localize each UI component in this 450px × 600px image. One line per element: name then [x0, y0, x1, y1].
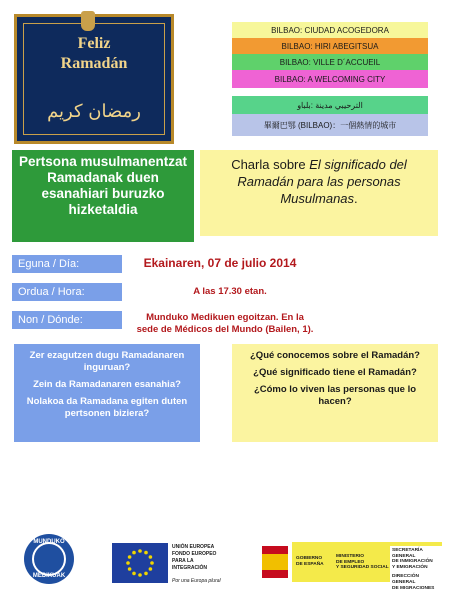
- government-text: [296, 556, 324, 567]
- spain-coat-of-arms: [262, 546, 288, 578]
- place-value-line1: Munduko Medikuen egoitzan. En la: [146, 312, 304, 323]
- secretariat-line: SECRETARÍA GENERAL: [392, 548, 423, 559]
- spanish-government-logo: [292, 542, 442, 591]
- city-label: BILBAO: VILLE D´ACCUEIL: [232, 54, 428, 70]
- spanish-title-box: [200, 150, 438, 236]
- city-label: BILBAO: A WELCOMING CITY: [232, 70, 428, 88]
- city-label: الترحيبي مدينة :بلباو: [232, 96, 428, 114]
- secretariat-line: Y EMIGRACIÓN: [392, 564, 428, 570]
- eu-line: FONDO EUROPEO: [172, 551, 217, 557]
- eu-stars-icon: [112, 543, 168, 583]
- place-value-line2: sede de Médicos del Mundo (Bailen, 1).: [136, 324, 314, 335]
- spanish-question: ¿Cómo lo viven las personas que lo hacen?: [253, 384, 417, 407]
- city-label: BILBAO: CIUDAD ACOGEDORA: [232, 22, 428, 38]
- basque-questions-box: [14, 344, 200, 442]
- eu-line: UNIÓN EUROPEA: [172, 544, 215, 550]
- card-arabic-greeting: رمضان كريم: [47, 101, 141, 122]
- eu-fund-text: [172, 544, 252, 585]
- city-label: BILBAO: HIRI ABEGITSUA: [232, 38, 428, 54]
- spanish-questions-box: [232, 344, 438, 442]
- date-value: Ekainaren, 07 de julio 2014: [143, 256, 297, 270]
- charla-prefix: Charla sobre: [231, 157, 310, 172]
- time-label: Ordua / Hora:: [12, 283, 122, 301]
- direction-line: DIRECCIÓN GENERAL: [392, 574, 419, 585]
- basque-question: Nolakoa da Ramadana egiten duten pertsonen biziera?: [26, 396, 188, 419]
- ministry-line: MINISTERIO: [336, 554, 364, 559]
- gob-line: DE ESPAÑA: [296, 561, 324, 567]
- basque-title-box: Pertsona musulmanentzat Ramadanak duen esanahiari buruzko hizketaldia: [12, 150, 194, 242]
- place-value: [125, 312, 325, 336]
- basque-question: Zein da Ramadanaren esanahia?: [33, 379, 181, 390]
- secretariat-line: DE INMIGRACIÓN: [392, 559, 433, 565]
- logo-text-bottom: MEDIKUAK: [32, 573, 66, 579]
- eu-motto: Por una Europa plural: [172, 578, 221, 584]
- secretariat-text: [390, 546, 442, 591]
- eu-line: INTEGRACIÓN: [172, 565, 207, 571]
- time-value: A las 17.30 etan.: [193, 286, 267, 297]
- city-label: 畢爾巴鄂 (BILBAO)：一個熱情的城市: [232, 114, 428, 136]
- ministry-line: DE EMPLEO: [336, 559, 365, 565]
- charla-topic: El significado del Ramadán para las personas Musulmanas: [237, 157, 407, 206]
- card-title-line1: Feliz: [77, 35, 111, 52]
- basque-question: Zer ezagutzen dugu Ramadanaren inguruan?: [29, 350, 185, 373]
- logo-ring: [32, 542, 66, 576]
- card-title-line2: Ramadán: [60, 55, 128, 72]
- eu-line: PARA LA: [172, 558, 194, 564]
- logo-text-top: MUNDUKO: [33, 539, 65, 545]
- lantern-icon: [81, 11, 95, 31]
- spanish-question: ¿Qué conocemos sobre el Ramadán?: [250, 350, 420, 361]
- charla-suffix: .: [354, 191, 358, 206]
- spain-flag-stripe: [262, 554, 288, 570]
- spanish-question: ¿Qué significado tiene el Ramadán?: [253, 367, 417, 378]
- ramadan-greeting-card: [14, 14, 174, 144]
- ministry-line: Y SEGURIDAD SOCIAL: [336, 565, 389, 571]
- place-label: Non / Dónde:: [12, 311, 122, 329]
- gob-line: GOBIERNO: [296, 556, 323, 561]
- eu-flag: [112, 543, 168, 583]
- direction-line: DE MIGRACIONES: [392, 585, 435, 591]
- munduko-medikuak-logo: [24, 534, 74, 584]
- ministry-text: [336, 554, 389, 571]
- date-label: Eguna / Día:: [12, 255, 122, 273]
